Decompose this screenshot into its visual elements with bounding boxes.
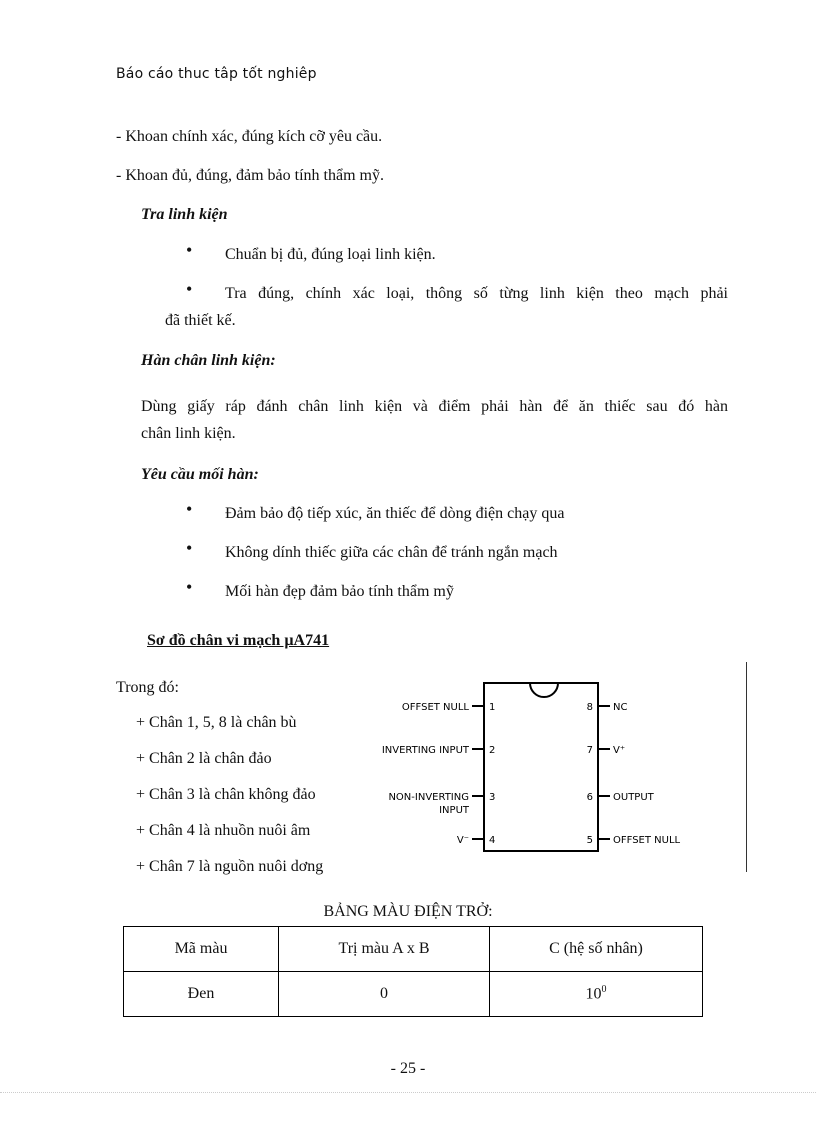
table-row bbox=[124, 972, 703, 1017]
label-inverting-input: INVERTING INPUT bbox=[381, 745, 469, 756]
section-heading-yeu-cau: Yêu cầu mối hàn: bbox=[141, 466, 259, 483]
margin-line bbox=[746, 662, 747, 872]
label-nc: NC bbox=[613, 702, 628, 713]
pin-number-8: 8 bbox=[586, 702, 593, 713]
table-header-cell: C (hệ số nhân) bbox=[490, 927, 703, 972]
table-header-cell: Trị màu A x B bbox=[279, 927, 490, 972]
pin-number-5: 5 bbox=[586, 835, 593, 846]
section-heading-han-chan: Hàn chân linh kiện: bbox=[141, 352, 276, 369]
page-number: - 25 - bbox=[390, 1060, 426, 1077]
label-v-plus: V⁺ bbox=[613, 745, 626, 756]
pin-desc-4: + Chân 4 là nhuồn nuôi âm bbox=[136, 822, 311, 839]
pin-number-7: 7 bbox=[586, 745, 593, 756]
ua741-pinout-diagram bbox=[370, 655, 710, 875]
han-paragraph-line-a: Dùng giấy ráp đánh chân linh kiện và điểm phải hàn để ăn thiếc sau đó hàn bbox=[141, 398, 728, 415]
bullet-icon: • bbox=[186, 499, 193, 519]
tra-bullet-1: Chuẩn bị đủ, đúng loại linh kiện. bbox=[225, 246, 436, 263]
page-header: Báo cáo thuc tâp tốt nghiêp bbox=[116, 66, 317, 82]
bullet-icon: • bbox=[186, 279, 193, 299]
drill-line-1: - Khoan chính xác, đúng kích cỡ yêu cầu. bbox=[116, 128, 383, 145]
yeucau-bullet-2: Không dính thiếc giữa các chân để tránh ngắn mạch bbox=[225, 544, 558, 561]
pin-desc-1: + Chân 1, 5, 8 là chân bù bbox=[136, 714, 297, 731]
section-heading-tra-linh-kien: Tra linh kiện bbox=[141, 206, 228, 223]
pin-number-2: 2 bbox=[489, 745, 496, 756]
yeucau-bullet-1: Đảm bảo độ tiếp xúc, ăn thiếc để dòng điện chạy qua bbox=[225, 505, 565, 522]
tra-bullet-2-line-a: Tra đúng, chính xác loại, thông số từng linh kiện theo mạch phải bbox=[225, 285, 728, 302]
label-output: OUTPUT bbox=[613, 792, 654, 803]
table-title: BẢNG MÀU ĐIỆN TRỞ: bbox=[323, 903, 493, 920]
label-input: INPUT bbox=[439, 805, 469, 816]
yeucau-bullet-3: Mối hàn đẹp đảm bảo tính thẩm mỹ bbox=[225, 583, 454, 600]
diagram-intro: Trong đó: bbox=[116, 679, 179, 696]
table-header-cell: Mã màu bbox=[124, 927, 279, 972]
resistor-color-table bbox=[123, 926, 703, 1017]
pin-number-3: 3 bbox=[489, 792, 496, 803]
pin-desc-2: + Chân 2 là chân đảo bbox=[136, 750, 272, 767]
table-cell-multiplier bbox=[490, 972, 703, 1017]
pin-number-1: 1 bbox=[489, 702, 496, 713]
multiplier-base: 10 bbox=[585, 985, 602, 1003]
pin-number-4: 4 bbox=[489, 835, 496, 846]
table-header-row bbox=[124, 927, 703, 972]
label-offset-null-left: OFFSET NULL bbox=[401, 702, 469, 713]
diagram-title: Sơ đồ chân vi mạch µA741 bbox=[147, 632, 330, 649]
page-bottom-divider bbox=[0, 1092, 816, 1094]
bullet-icon: • bbox=[186, 577, 193, 597]
han-paragraph-line-b: chân linh kiện. bbox=[141, 425, 236, 442]
bullet-icon: • bbox=[186, 538, 193, 558]
table-cell: Đen bbox=[124, 972, 279, 1017]
ic-notch bbox=[530, 683, 558, 697]
pin-desc-5: + Chân 7 là nguồn nuôi dơng bbox=[136, 858, 324, 875]
multiplier-exponent: 0 bbox=[601, 984, 607, 996]
pin-desc-3: + Chân 3 là chân không đảo bbox=[136, 786, 316, 803]
ic-package-body bbox=[484, 683, 598, 851]
pin-number-6: 6 bbox=[586, 792, 593, 803]
tra-bullet-2-line-b: đã thiết kế. bbox=[165, 312, 236, 329]
bullet-icon: • bbox=[186, 240, 193, 260]
table-cell: 0 bbox=[279, 972, 490, 1017]
label-v-minus: V⁻ bbox=[456, 835, 469, 846]
label-offset-null-right: OFFSET NULL bbox=[613, 835, 681, 846]
label-non-inverting: NON-INVERTING bbox=[388, 792, 469, 803]
drill-line-2: - Khoan đủ, đúng, đảm bảo tính thẩm mỹ. bbox=[116, 167, 384, 184]
